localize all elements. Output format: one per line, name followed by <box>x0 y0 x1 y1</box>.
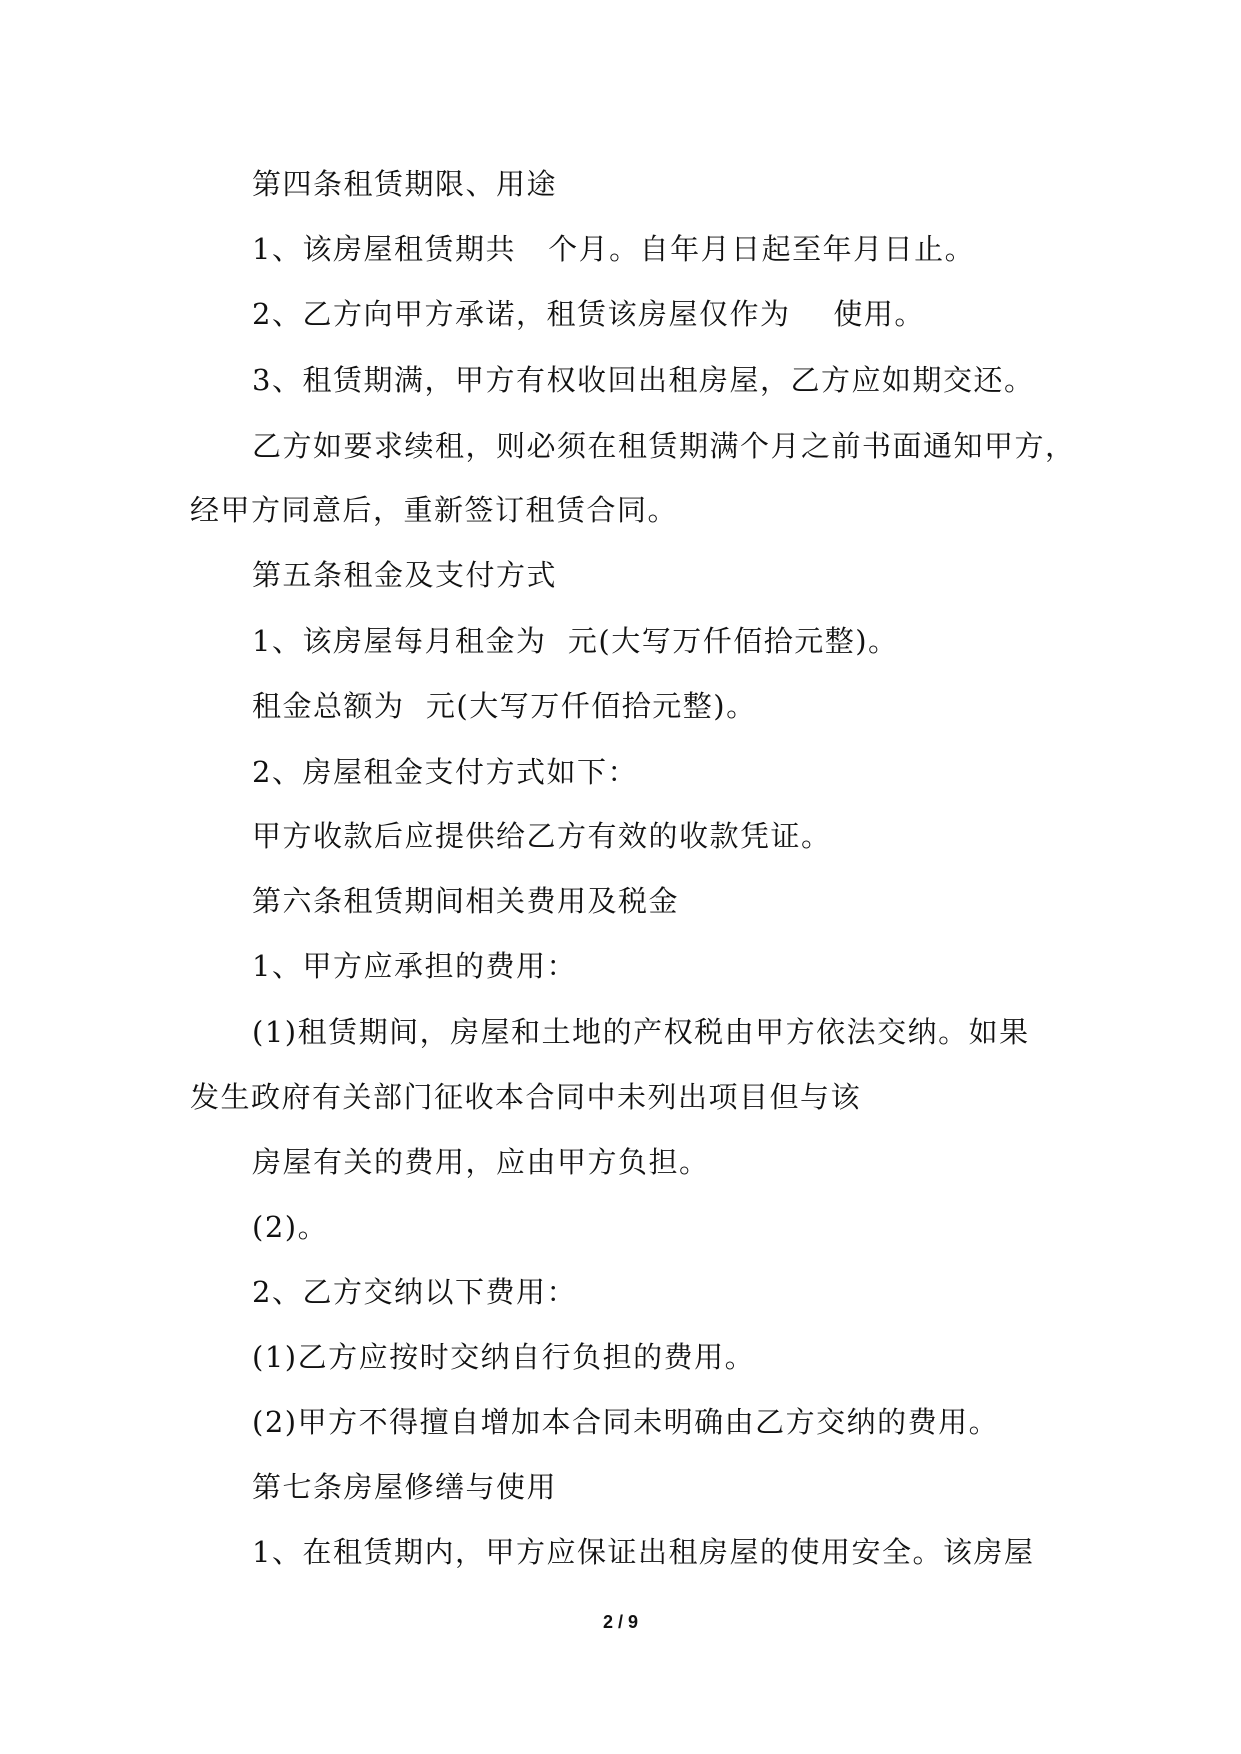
paragraph-line-continuation: 经甲方同意后，重新签订租赁合同。 <box>190 493 679 527</box>
paragraph-line: (1)乙方应按时交纳自行负担的费用。 <box>252 1340 756 1374</box>
paragraph-line: 3、租赁期满，甲方有权收回出租房屋，乙方应如期交还。 <box>252 363 1035 397</box>
paragraph-line: 房屋有关的费用，应由甲方负担。 <box>252 1145 710 1179</box>
paragraph-line: 租金总额为 元(大写万仟佰拾元整)。 <box>252 689 757 723</box>
paragraph-line: 乙方如要求续租，则必须在租赁期满个月之前书面通知甲方， <box>252 429 1076 463</box>
paragraph-line: 1、该房屋租赁期共 个月。自年月日起至年月日止。 <box>252 232 976 266</box>
paragraph-line: 1、该房屋每月租金为 元(大写万仟佰拾元整)。 <box>252 624 899 658</box>
page-number: 2 / 9 <box>602 1612 639 1632</box>
paragraph-line: 甲方收款后应提供给乙方有效的收款凭证。 <box>252 819 832 853</box>
paragraph-line: 1、甲方应承担的费用： <box>252 949 577 983</box>
paragraph-line: 2、乙方向甲方承诺，租赁该房屋仅作为 使用。 <box>252 297 925 331</box>
article-7-heading: 第七条房屋修缮与使用 <box>252 1470 558 1504</box>
paragraph-line: (2)。 <box>252 1210 329 1244</box>
paragraph-line: 2、房屋租金支付方式如下： <box>252 755 638 789</box>
paragraph-line-continuation: 发生政府有关部门征收本合同中未列出项目但与该 <box>190 1080 862 1114</box>
article-5-heading: 第五条租金及支付方式 <box>252 558 558 592</box>
paragraph-line: 1、在租赁期内，甲方应保证出租房屋的使用安全。该房屋 <box>252 1535 1035 1569</box>
article-6-heading: 第六条租赁期间相关费用及税金 <box>252 884 680 918</box>
paragraph-line: (1)租赁期间，房屋和土地的产权税由甲方依法交纳。如果 <box>252 1015 1030 1049</box>
article-4-heading: 第四条租赁期限、用途 <box>252 167 558 201</box>
paragraph-line: (2)甲方不得擅自增加本合同未明确由乙方交纳的费用。 <box>252 1405 1000 1439</box>
paragraph-line: 2、乙方交纳以下费用： <box>252 1275 577 1309</box>
